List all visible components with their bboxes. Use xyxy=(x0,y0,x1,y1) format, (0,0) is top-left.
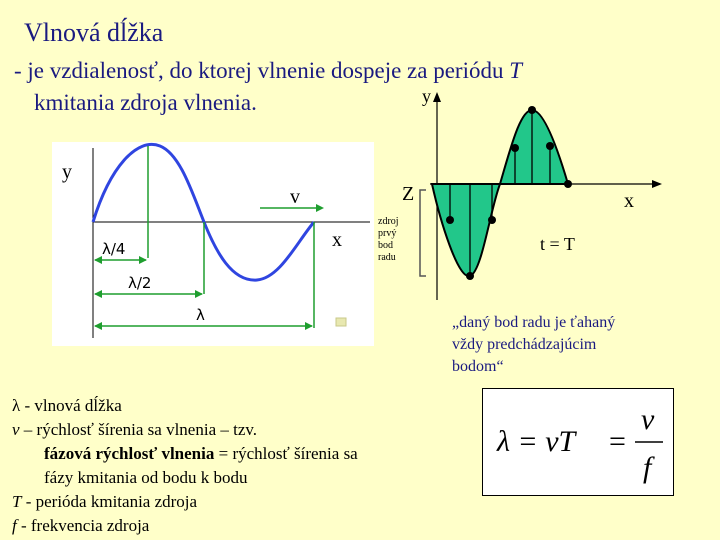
wave-fill-crest xyxy=(500,110,568,184)
frequency-symbol: f xyxy=(12,516,17,535)
half-label: λ/2 xyxy=(128,274,152,292)
source-text-2: bod xyxy=(378,240,393,251)
source-text-3: radu xyxy=(378,252,396,263)
subtitle-line-1 xyxy=(14,58,522,84)
legend-frequency xyxy=(12,514,432,538)
subtitle-line-2: kmitania zdroja vlnenia. xyxy=(34,90,257,115)
legend-phase-line2: fázy kmitania od bodu k bodu xyxy=(44,468,248,487)
wavelength-diagram xyxy=(52,142,374,346)
velocity-text: – rýchlosť šírenia sa vlnenia – tzv. xyxy=(19,420,258,439)
velocity-label: v xyxy=(290,186,300,208)
y-axis-label: y xyxy=(422,90,431,106)
phase-velocity-rest: = rýchlosť šírenia sa xyxy=(214,444,358,463)
quote-box xyxy=(452,312,692,378)
y-axis-arrowhead xyxy=(433,92,441,102)
source-z-label: Z xyxy=(402,183,415,205)
x-axis-label: x xyxy=(624,190,634,212)
legend-velocity xyxy=(12,418,432,442)
wave-fill xyxy=(432,184,500,276)
formula-box xyxy=(482,388,674,496)
subtitle-text-a: - je vzdialenosť, do ktorej vlnenie dospeje za periódu xyxy=(14,58,510,83)
legend xyxy=(12,394,432,538)
lambda-label: λ xyxy=(196,306,205,324)
time-label: t = T xyxy=(540,234,575,254)
legend-lambda: λ - vlnová dĺžka xyxy=(12,396,122,415)
frequency-text: - frekvencia zdroja xyxy=(16,516,150,535)
quarter-arrow-right xyxy=(139,256,147,264)
half-arrow-right xyxy=(195,290,203,298)
legend-phase xyxy=(12,442,432,466)
formula-svg xyxy=(483,389,673,495)
phase-velocity-term: fázová rýchlosť vlnenia xyxy=(44,444,215,463)
x-axis-arrowhead xyxy=(652,180,662,188)
quarter-label: λ/4 xyxy=(102,240,126,258)
wavelength-svg xyxy=(52,142,374,346)
quarter-arrow-left xyxy=(94,256,102,264)
quote-line-3: bodom“ xyxy=(452,358,504,375)
quote-line-2: vždy predchádzajúcim xyxy=(452,336,597,353)
formula-denominator: f xyxy=(643,451,652,484)
y-axis-label: y xyxy=(62,161,72,183)
x-axis-label: x xyxy=(332,229,342,251)
lambda-arrow-right xyxy=(305,322,313,330)
formula-equals: = xyxy=(609,425,626,458)
legend-period xyxy=(12,490,432,514)
lambda-arrow-left xyxy=(94,322,102,330)
quote-line-1: „daný bod radu je ťahaný xyxy=(452,314,616,331)
velocity-symbol: v xyxy=(12,420,20,439)
rope-wave-diagram xyxy=(370,90,670,310)
slide-title: Vlnová dĺžka xyxy=(24,18,164,47)
decorative-mark xyxy=(336,318,346,326)
source-text-1: prvý xyxy=(378,228,397,239)
subtitle-period-symbol: T xyxy=(509,58,523,83)
period-text: - perióda kmitania zdroja xyxy=(21,492,198,511)
source-bracket xyxy=(420,190,426,276)
formula-lhs: λ = vT xyxy=(497,425,576,458)
rope-wave-svg xyxy=(370,90,670,310)
half-arrow-left xyxy=(94,290,102,298)
velocity-arrowhead xyxy=(316,204,324,212)
formula-numerator: v xyxy=(641,403,655,436)
period-symbol: T xyxy=(12,492,22,511)
source-text-0: zdroj xyxy=(378,216,399,227)
